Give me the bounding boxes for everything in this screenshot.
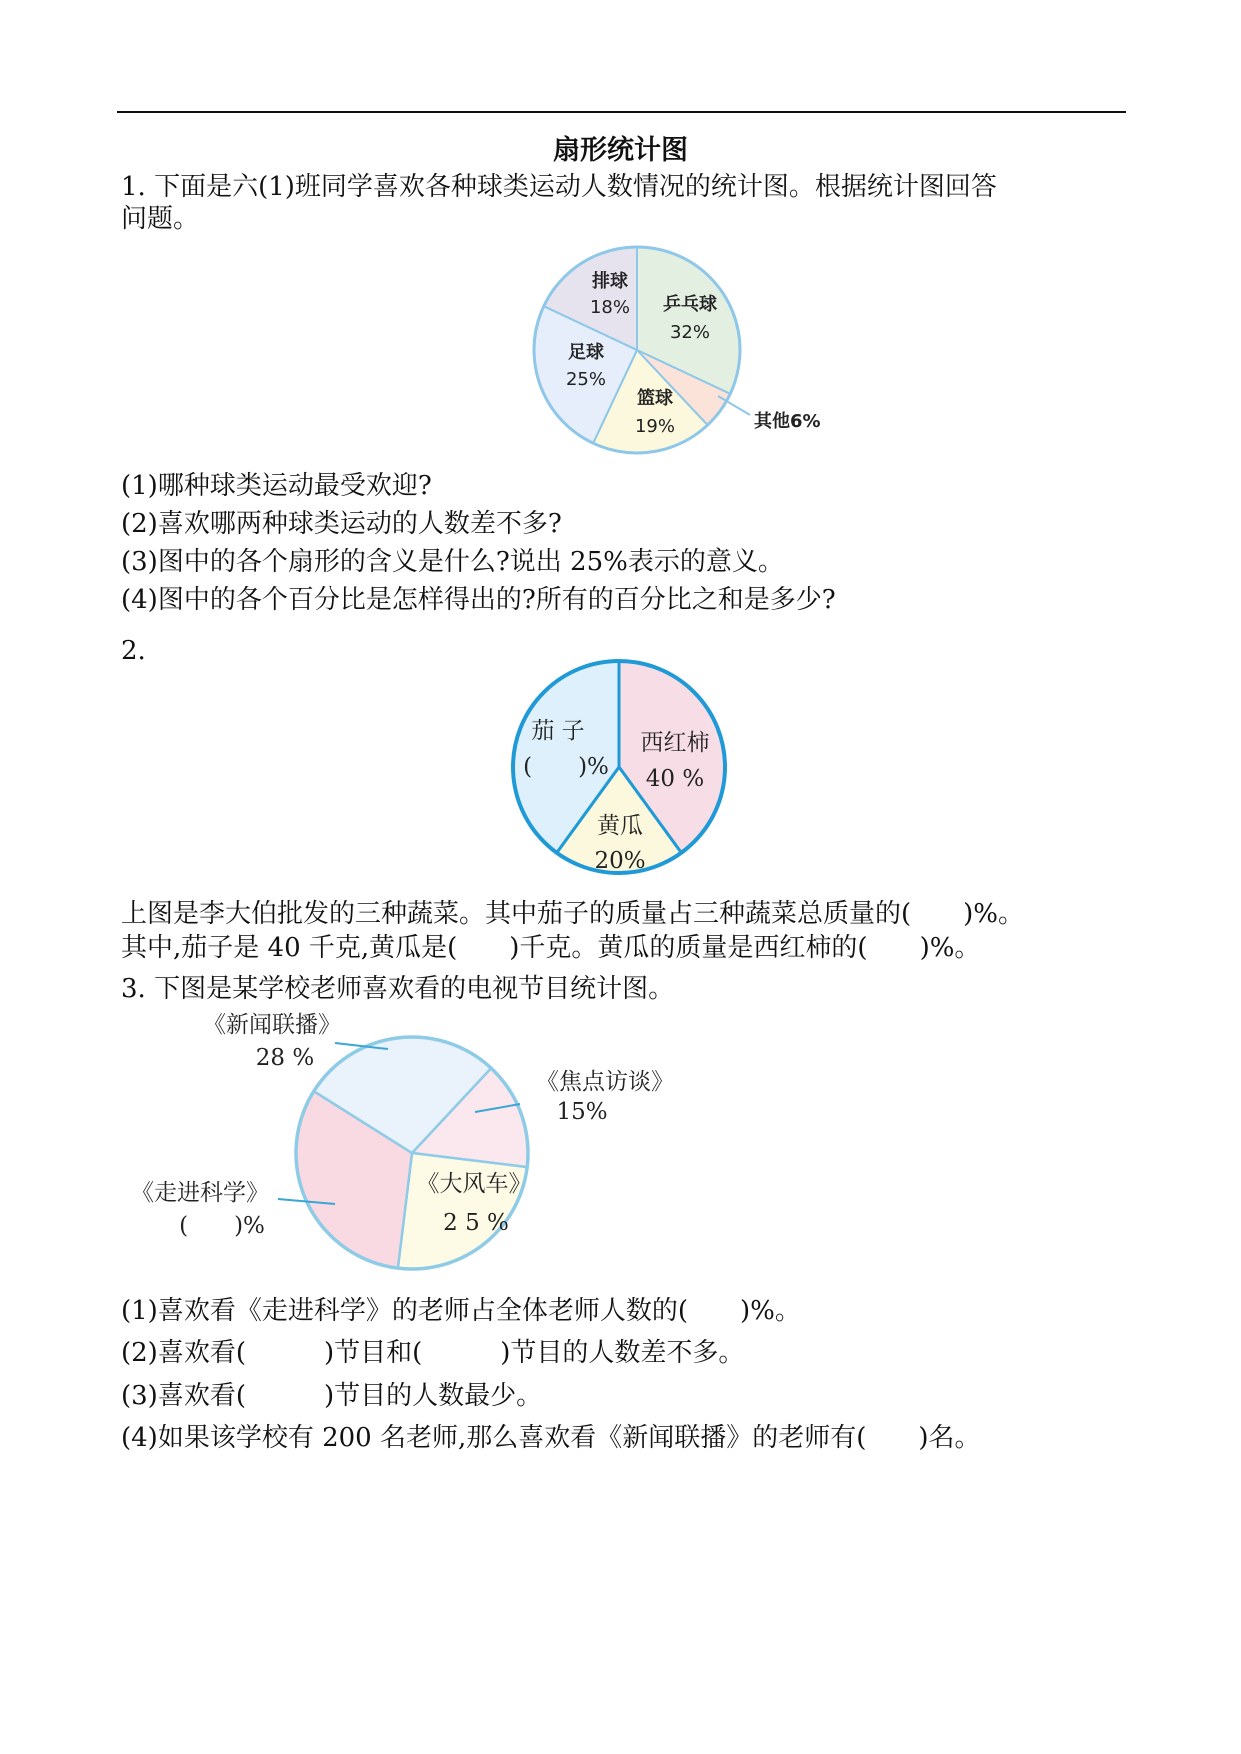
pie-1-label-basketball-value: 19% [634,416,676,437]
pie-2-label-eggplant-value: ( )% [523,754,609,780]
pie-1-label-pingpong-name: 乒乓球 [663,294,717,315]
q3-sub-4: (4)如果该学校有 200 名老师,那么喜欢看《新闻联播》的老师有( )名。 [121,1423,981,1453]
pie-3-label-windmill-value: 2 5 % [443,1210,509,1236]
pie-1-label-basketball-name: 篮球 [637,388,673,409]
q2-text-2: 其中,茄子是 40 千克,黄瓜是( )千克。黄瓜的质量是西红柿的( )%。 [121,933,981,963]
pie-3-label-science-name: 《走进科学》 [131,1180,269,1206]
pie-2-label-eggplant-name: 茄 子 [531,718,585,744]
q3-sub-3: (3)喜欢看( )节目的人数最少。 [121,1381,543,1411]
pie-3-label-focus-name: 《焦点访谈》 [536,1069,674,1095]
pie-1-label-volleyball-value: 18% [589,297,631,318]
pie-2-label-cucumber-name: 黄瓜 [597,813,643,839]
pie-1-label-volleyball-name: 排球 [592,271,628,292]
pie-3-label-news-name: 《新闻联播》 [203,1012,341,1038]
pie-2-label-cucumber-value: 20% [594,848,646,874]
q3-intro: 3. 下图是某学校老师喜欢看的电视节目统计图。 [121,974,675,1004]
q1-sub-2: (2)喜欢哪两种球类运动的人数差不多? [121,509,562,539]
q1-intro-line-1: 1. 下面是六(1)班同学喜欢各种球类运动人数情况的统计图。根据统计图回答 [121,172,997,202]
pie-3-label-science-value: ( )% [179,1213,265,1239]
page-title: 扇形统计图 [553,135,688,166]
pie-3-label-focus-value: 15% [556,1099,608,1125]
pie-3-label-windmill-name: 《大风车》 [416,1171,532,1197]
q3-sub-2: (2)喜欢看( )节目和( )节目的人数差不多。 [121,1338,745,1368]
pie-3-label-news-value: 28 % [255,1045,315,1071]
pie-1-label-pingpong-value: 32% [669,322,711,343]
q2-text-1: 上图是李大伯批发的三种蔬菜。其中茄子的质量占三种蔬菜总质量的( )%。 [121,899,1024,929]
pie-2-label-tomato-name: 西红柿 [640,730,710,756]
q1-sub-1: (1)哪种球类运动最受欢迎? [121,471,432,501]
q1-intro-line-2: 问题。 [121,204,200,234]
q1-sub-3: (3)图中的各个扇形的含义是什么?说出 25%表示的意义。 [121,547,784,577]
pie-1-label-football-value: 25% [565,369,607,390]
pie-2-label-tomato-value: 40 % [645,766,705,792]
q3-sub-1: (1)喜欢看《走进科学》的老师占全体老师人数的( )%。 [121,1296,801,1326]
pie-1-label-other: 其他6% [754,411,821,432]
q1-sub-4: (4)图中的各个百分比是怎样得出的?所有的百分比之和是多少? [121,585,836,615]
pie-1-label-football-name: 足球 [568,342,604,363]
q2-number: 2. [121,636,146,666]
